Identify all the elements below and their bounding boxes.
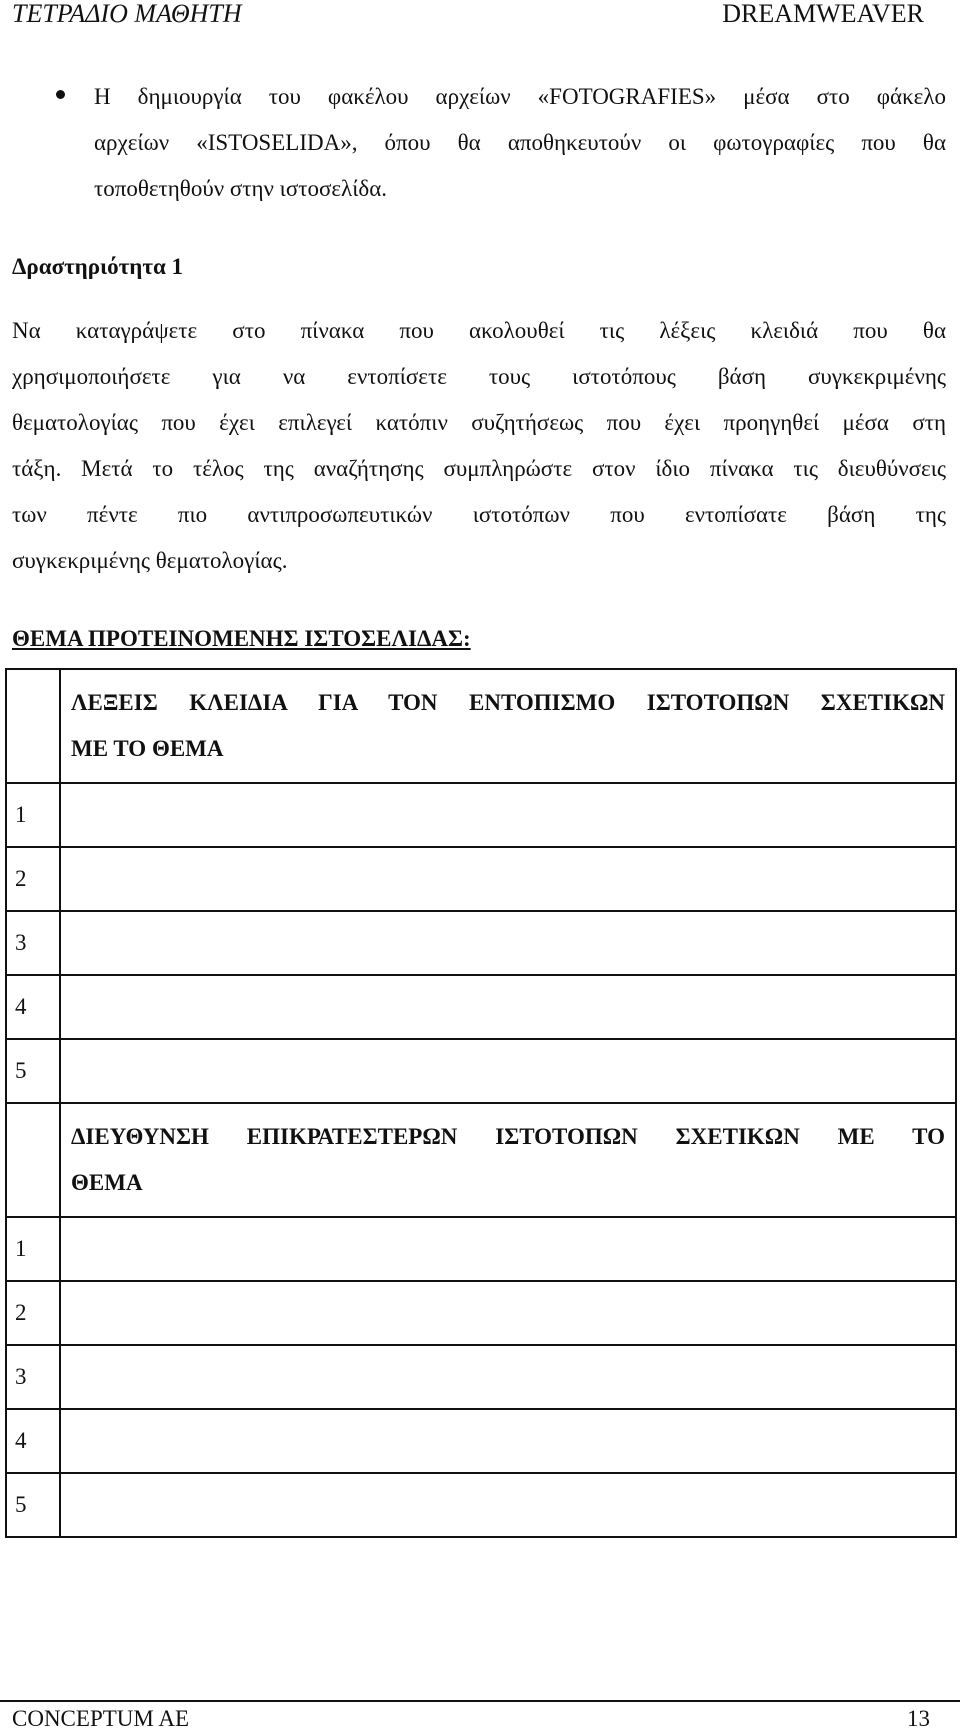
table-row bbox=[6, 1409, 956, 1473]
keyword-entry-cell[interactable] bbox=[60, 783, 956, 847]
row-number: 2 bbox=[6, 847, 60, 911]
activity-title: Δραστηριότητα 1 bbox=[12, 254, 184, 279]
keywords-header-line: ΜΕ ΤΟ ΘΕΜΑ bbox=[71, 736, 224, 761]
page-header bbox=[0, 0, 960, 30]
page-number: 13 bbox=[907, 1706, 930, 1731]
address-header-row bbox=[6, 1103, 956, 1217]
keywords-header-cell bbox=[60, 669, 956, 783]
keywords-header-row bbox=[6, 669, 956, 783]
bullet-line: αρχείων «ISTOSELIDA», όπου θα αποθηκευτούν οι φωτογραφίες που θα bbox=[94, 130, 946, 155]
address-entry-cell[interactable] bbox=[60, 1345, 956, 1409]
address-header-line: ΘΕΜΑ bbox=[71, 1170, 143, 1195]
header-number-cell bbox=[6, 669, 60, 783]
instruction-line: χρησιμοποιήσετε για να εντοπίσετε τους ιστοτόπους βάση συγκεκριμένης bbox=[12, 364, 946, 389]
keyword-entry-cell[interactable] bbox=[60, 911, 956, 975]
instruction-line: των πέντε πιο αντιπροσωπευτικών ιστοτόπων που εντοπίσατε βάση της bbox=[12, 502, 946, 527]
keyword-entry-cell[interactable] bbox=[60, 847, 956, 911]
row-number: 1 bbox=[6, 783, 60, 847]
row-number: 4 bbox=[6, 1409, 60, 1473]
keywords-header-line: ΛΕΞΕΙΣ ΚΛΕΙΔΙΑ ΓΙΑ ΤΟΝ ΕΝΤΟΠΙΣΜΟ ΙΣΤΟΤΟΠΩΝ ΣΧΕΤΙΚΩΝ bbox=[71, 690, 945, 715]
address-header-cell bbox=[60, 1103, 956, 1217]
table-row bbox=[6, 1217, 956, 1281]
row-number: 3 bbox=[6, 911, 60, 975]
address-header-line: ΔΙΕΥΘΥΝΣΗ ΕΠΙΚΡΑΤΕΣΤΕΡΩΝ ΙΣΤΟΤΟΠΩΝ ΣΧΕΤΙΚΩΝ ΜΕ ΤΟ bbox=[71, 1124, 945, 1149]
bullet-item bbox=[56, 74, 946, 212]
address-entry-cell[interactable] bbox=[60, 1409, 956, 1473]
row-number: 1 bbox=[6, 1217, 60, 1281]
instruction-line: τάξη. Μετά το τέλος της αναζήτησης συμπληρώστε στον ίδιο πίνακα τις διευθύνσεις bbox=[12, 456, 946, 481]
table-row bbox=[6, 975, 956, 1039]
bullet-line: τοποθετηθούν στην ιστοσελίδα. bbox=[94, 176, 388, 201]
table-row bbox=[6, 1039, 956, 1103]
bullet-line: Η δημιουργία του φακέλου αρχείων «FOTOGRAFIES» μέσα στο φάκελο bbox=[94, 84, 946, 109]
table-row bbox=[6, 1473, 956, 1537]
table-row bbox=[6, 1281, 956, 1345]
table-row bbox=[6, 1345, 956, 1409]
keyword-entry-cell[interactable] bbox=[60, 975, 956, 1039]
row-number: 5 bbox=[6, 1039, 60, 1103]
table-row bbox=[6, 783, 956, 847]
instruction-line: θεματολογίας που έχει επιλεγεί κατόπιν συζητήσεως που έχει προηγηθεί μέσα στη bbox=[12, 410, 946, 435]
table-row bbox=[6, 847, 956, 911]
row-number: 2 bbox=[6, 1281, 60, 1345]
theme-heading: ΘΕΜΑ ΠΡΟΤΕΙΝΟΜΕΝΗΣ ΙΣΤΟΣΕΛΙΔΑΣ: bbox=[12, 626, 471, 651]
activity-instructions bbox=[12, 308, 946, 584]
header-number-cell bbox=[6, 1103, 60, 1217]
bullet-icon bbox=[56, 90, 65, 99]
header-subject: DREAMWEAVER bbox=[722, 0, 924, 28]
page-footer bbox=[0, 1700, 960, 1732]
footer-company: CONCEPTUM AE bbox=[12, 1706, 189, 1731]
row-number: 3 bbox=[6, 1345, 60, 1409]
address-entry-cell[interactable] bbox=[60, 1281, 956, 1345]
keyword-entry-cell[interactable] bbox=[60, 1039, 956, 1103]
address-entry-cell[interactable] bbox=[60, 1473, 956, 1537]
worksheet-table bbox=[5, 668, 957, 1538]
row-number: 4 bbox=[6, 975, 60, 1039]
instruction-line: Να καταγράψετε στο πίνακα που ακολουθεί τις λέξεις κλειδιά που θα bbox=[12, 318, 946, 343]
instruction-line: συγκεκριμένης θεματολογίας. bbox=[12, 548, 288, 573]
header-title: ΤΕΤΡΑΔΙΟ ΜΑΘΗΤΗ bbox=[12, 0, 242, 28]
address-entry-cell[interactable] bbox=[60, 1217, 956, 1281]
table-row bbox=[6, 911, 956, 975]
row-number: 5 bbox=[6, 1473, 60, 1537]
bullet-text bbox=[94, 74, 946, 212]
